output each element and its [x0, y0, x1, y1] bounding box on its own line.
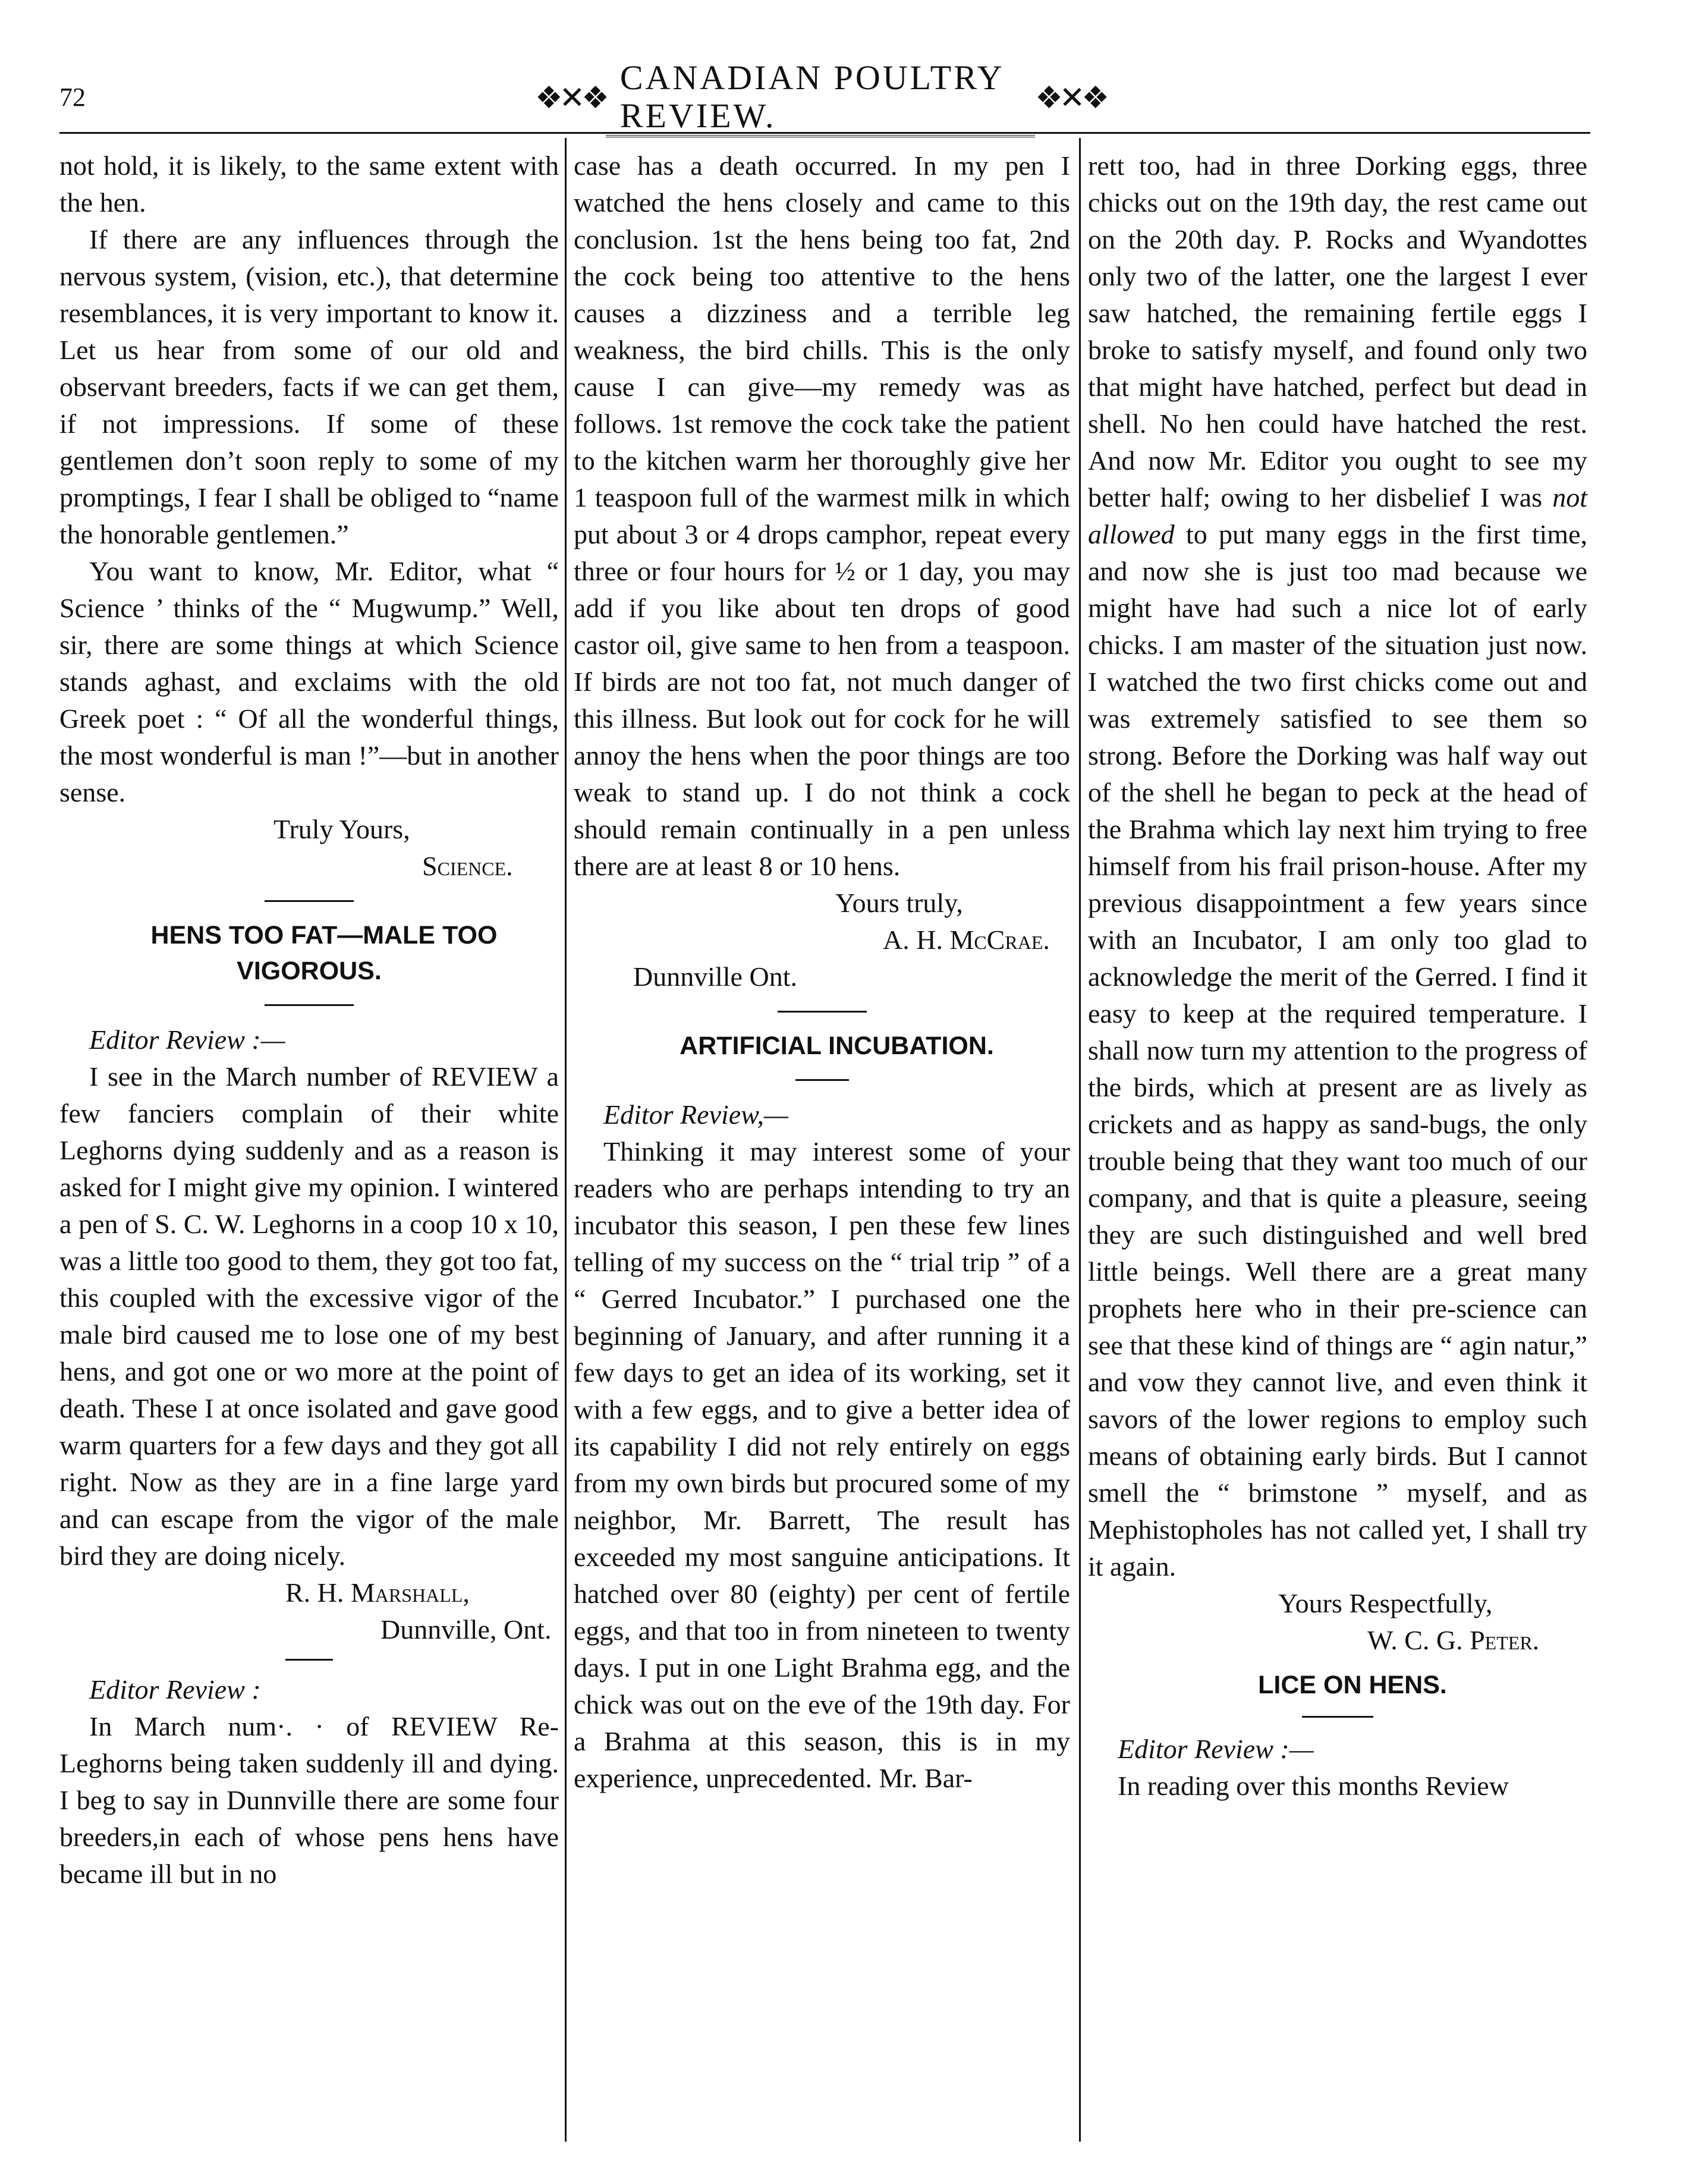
signature-place: Dunnville Ont. — [633, 961, 797, 992]
closing: Truly Yours, — [273, 814, 410, 844]
paragraph: Thinking it may interest some of your readers who are perhaps intending to try an incubator this season, I pen these few lines telling of my success on the “ trial trip ” of a “ Gerred Incubator.” I purchased one the beginning of January, and after running it a few days to get an idea of its working, set it with a few eggs, and to give a better idea of its capability I did not rely entirely on eggs from my own birds but procured some of my neighbor, Mr. Barrett, The result has exceeded my most sanguine anticipations. It hatched over 80 (eighty) per cent of fertile eggs, and that too in from nineteen to twenty days. I put in one Light Brahma egg, and the chick was out on the eve of the 19th day. For a Brahma at this season, this is in my experience, unprecedented. Mr. Bar- — [574, 1136, 1070, 1793]
section-rule — [265, 1004, 354, 1006]
section-rule — [265, 900, 354, 902]
article-heading: LICE ON HENS. — [1258, 1671, 1447, 1699]
page-number: 72 — [59, 83, 86, 112]
right-ornament-icon: ❖✕❖ — [1035, 81, 1106, 115]
header-rule — [59, 132, 1590, 134]
section-rule — [1302, 1716, 1373, 1718]
paragraph: case has a death occurred. In my pen I watched the hens closely and came to this conclusion. 1st the hens being too fat, 2nd the cock being too attentive to the hens causes a dizziness and a terrible leg weakness, the bird chills. This is the only cause I can give—my remedy was as follows. 1st remove the cock take the patient to the kitchen warm her thoroughly give her 1 teaspoon full of the warmest milk in which put about 3 or 4 drops camphor, repeat every three or four hours for ½ or 1 day, you may add if you like about ten drops of good castor oil, give same to hen from a teaspoon. If birds are not too fat, not much danger of this illness. But look out for cock for he will annoy the hens when the poor things are too weak to stand up. I do not think a cock should remain continually in a pen unless there are at least 8 or 10 hens. — [574, 150, 1070, 881]
signature: A. H. McCrae. — [883, 925, 1050, 955]
signature: R. H. Marshall, — [285, 1577, 470, 1608]
salutation: Editor Review : — [89, 1674, 261, 1705]
paragraph: You want to know, Mr. Editor, what “ Science ’ thinks of the “ Mugwump.” Well, sir, there are some things at which Science stands aghast, and exclaims with the old Greek poet : “ Of all the wonderful things, the most wonderful is man !”—but in another sense. — [59, 556, 559, 807]
column-2 — [574, 147, 1070, 1797]
article-heading: ARTIFICIAL INCUBATION. — [680, 1032, 994, 1060]
salutation: Editor Review :— — [89, 1024, 285, 1055]
left-ornament-icon: ❖✕❖ — [535, 81, 606, 115]
signature-place: Dunnville, Ont. — [380, 1614, 552, 1645]
paragraph-text: rett too, had in three Dorking eggs, three chicks out on the 19th day, the rest came out on the 20th day. P. Rocks and Wyandottes only two of the latter, one the largest I ever saw hatched, the remaining fertile eggs I broke to satisfy myself, and found only two that might have hatched, perfect but dead in shell. No hen could have hatched the rest. And now Mr. Editor you ought to see my better half; owing to her disbelief I was — [1088, 150, 1587, 513]
closing: Yours truly, — [835, 888, 963, 918]
column-divider — [565, 138, 567, 2142]
paragraph — [1088, 147, 1587, 1585]
paragraph: not hold, it is likely, to the same extent with the hen. — [59, 150, 559, 218]
paragraph: In March num·. · of REVIEW Re- Leghorns being taken suddenly ill and dying. I beg to say in Dunnville there are some four breeders,in each of whose pens hens have became ill but in no — [59, 1711, 559, 1889]
column-1 — [59, 147, 559, 1893]
paragraph: In reading over this months Review — [1118, 1771, 1509, 1801]
salutation: Editor Review :— — [1118, 1734, 1314, 1764]
emphasized-text: not allowed — [1088, 482, 1588, 549]
column-3 — [1088, 147, 1587, 1805]
closing: Yours Respectfully, — [1278, 1588, 1493, 1618]
section-rule — [778, 1011, 867, 1013]
paragraph: If there are any influences through the nervous system, (vision, etc.), that determine resemblances, it is very important to know it. Let us hear from some of our old and observant breeders, facts if we can get them, if not impressions. If some of these gentlemen don’t soon reply to some of my promptings, I fear I shall be obliged to “name the honorable gentlemen.” — [59, 224, 559, 549]
salutation: Editor Review,— — [603, 1099, 788, 1130]
signature: Science. — [422, 851, 513, 881]
section-rule — [285, 1659, 333, 1661]
signature: W. C. G. Peter. — [1367, 1625, 1540, 1655]
article-heading: HENS TOO FAT—MALE TOO VIGOROUS. — [150, 921, 498, 985]
paragraph: I see in the March number of REVIEW a few fanciers complain of their white Leghorns dying suddenly and as a reason is asked for I might give my opinion. I wintered a pen of S. C. W. Leghorns in a coop 10 x 10, was a little too good to them, they got too fat, this coupled with the excessive vigor of the male bird caused me to lose one of my best hens, and got one or wo more at the point of death. These I at once isolated and gave good warm quarters for a few days and they got all right. Now as they are in a fine large yard and can escape from the vigor of the male bird they are doing nicely. — [59, 1061, 559, 1571]
column-divider — [1079, 138, 1081, 2142]
paragraph-text: to put many eggs in the first time, and now she is just too mad because we might have had such a nice lot of early chicks. I am master of the situation just now. I watched the two first chicks come out and was extremely satisfied to see them so strong. Before the Dorking was half way out of the shell he began to peck at the head of the Brahma which lay next him trying to free himself from his frail prison-house. After my previous disappointment a few years since with an Incubator, I am only too glad to acknowledge the merit of the Gerred. I find it easy to keep at the required temperature. I shall now turn my attention to the progress of the birds, which at present are as lively as crickets and as happy as sand-bugs, the only trouble being that they want too much of our company, and that is quite a pleasure, seeing they are such distinguished and well bred little beings. Well there are a great many prophets here who in their pre-science can see that these kind of things are “ agin natur,” and vow they cannot live, and even think it savors of the lower regions to employ such means of obtaining early birds. But I cannot smell the “ brimstone ” myself, and as Mephistopholes has not called yet, I shall try it again. — [1088, 519, 1587, 1582]
section-rule — [795, 1079, 849, 1081]
masthead — [535, 58, 1106, 135]
publication-title: CANADIAN POULTRY REVIEW. — [606, 59, 1035, 137]
